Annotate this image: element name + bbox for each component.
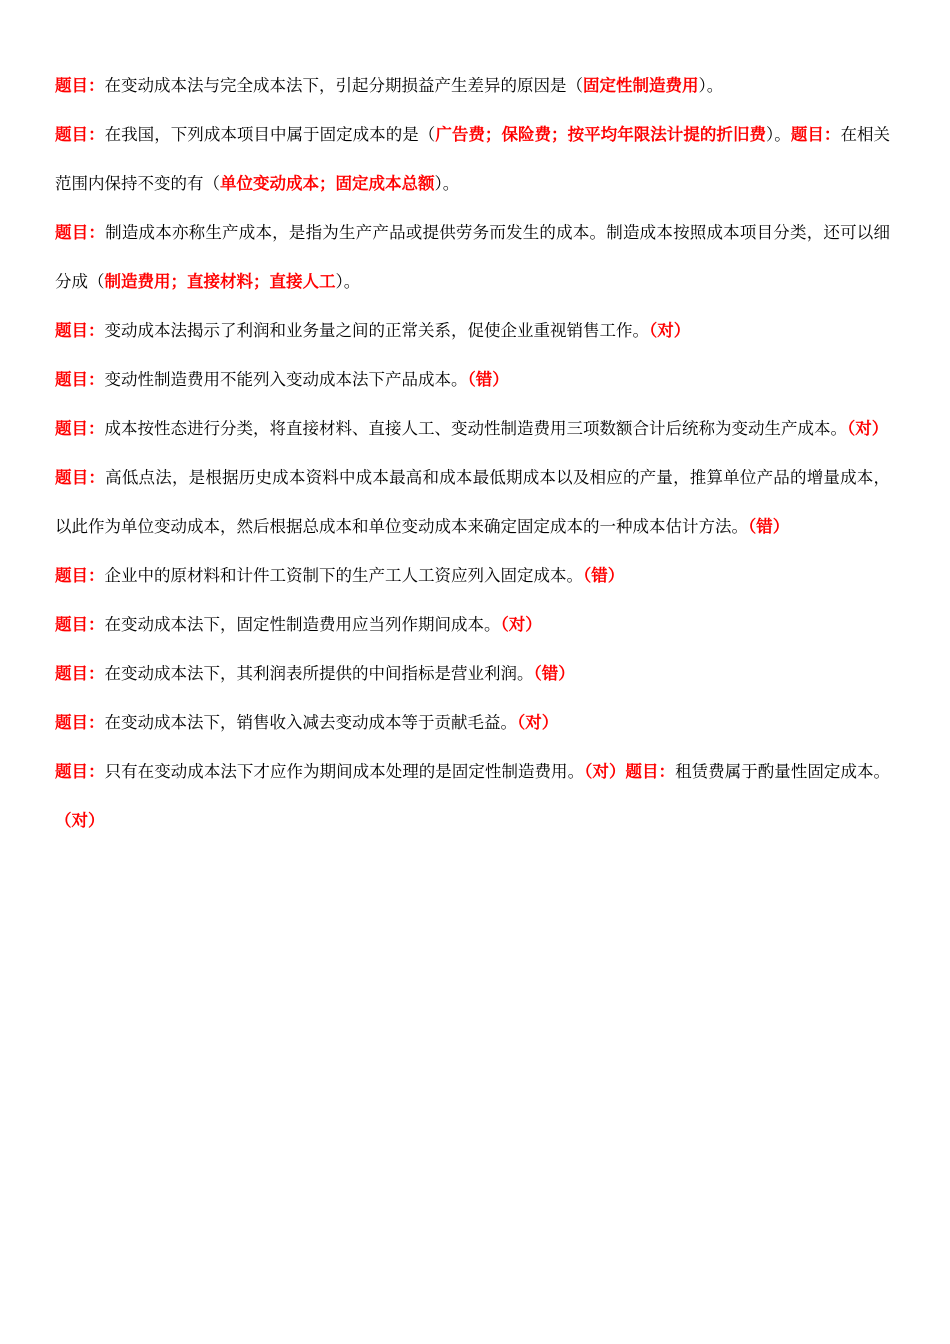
question-label: 题目： <box>790 125 841 144</box>
answer-text: 固定性制造费用 <box>583 76 699 95</box>
question-3 <box>55 208 890 306</box>
answer-text: （对） <box>847 419 889 438</box>
question-label: 题目： <box>55 468 106 487</box>
answer-text: （对） <box>517 713 559 732</box>
question-text: 租赁费属于酌量性固定成本。 <box>675 762 891 781</box>
answer-text: 单位变动成本；固定成本总额 <box>220 174 435 193</box>
question-2 <box>55 110 890 208</box>
question-8 <box>55 551 890 600</box>
document-page <box>55 61 890 845</box>
answer-text: （错） <box>583 566 625 585</box>
question-text: 变动性制造费用不能列入变动成本法下产品成本。 <box>104 370 468 389</box>
question-label: 题目： <box>55 370 105 389</box>
question-4 <box>55 306 890 355</box>
answer-text: （对） <box>55 811 105 830</box>
answer-text: 广告费；保险费；按平均年限法计提的折旧费 <box>435 125 767 144</box>
question-tail: ）。 <box>766 125 791 144</box>
answer-text: 制造费用；直接材料；直接人工 <box>104 272 336 291</box>
question-text: 企业中的原材料和计件工资制下的生产工人工资应列入固定成本。 <box>104 566 583 585</box>
answer-text: （错） <box>748 517 790 536</box>
question-label: 题目： <box>625 762 676 781</box>
answer-text: （对） <box>649 321 691 340</box>
question-label: 题目： <box>55 664 105 683</box>
question-tail: ）。 <box>698 76 724 95</box>
answer-text: （错） <box>533 664 575 683</box>
question-12 <box>55 747 890 845</box>
question-label: 题目： <box>55 615 105 634</box>
question-tail: ）。 <box>434 174 460 193</box>
question-7 <box>55 453 890 551</box>
question-text: 只有在变动成本法下才应作为期间成本处理的是固定性制造费用。 <box>104 762 585 781</box>
answer-text: （对） <box>500 615 542 634</box>
question-text: 变动成本法揭示了利润和业务量之间的正常关系，促使企业重视销售工作。 <box>104 321 649 340</box>
question-label: 题目： <box>55 762 105 781</box>
question-text: 高低点法，是根据历史成本资料中成本最高和成本最低期成本以及相应的产量，推算单位产品的增量成本，以此作为单位变动成本，然后根据总成本和单位变动成本来确定固定成本的一种成本估计方法。 <box>55 468 891 536</box>
question-label: 题目： <box>55 321 105 340</box>
question-text: 在我国，下列成本项目中属于固定成本的是（ <box>104 125 436 144</box>
question-10 <box>55 649 890 698</box>
question-9 <box>55 600 890 649</box>
question-text: 制造成本亦称生产成本，是指为生产产品或提供劳务而发生的成本。制造成本按照成本项目分类，还可以细分成（ <box>55 223 891 291</box>
question-label: 题目： <box>55 125 105 144</box>
question-5 <box>55 355 890 404</box>
question-label: 题目： <box>55 223 106 242</box>
question-label: 题目： <box>55 566 105 585</box>
question-label: 题目： <box>55 713 105 732</box>
question-text: 在变动成本法下，其利润表所提供的中间指标是营业利润。 <box>104 664 534 683</box>
question-6 <box>55 404 890 453</box>
question-1 <box>55 61 890 110</box>
answer-text: （错） <box>467 370 509 389</box>
question-text: 在变动成本法与完全成本法下，引起分期损益产生差异的原因是（ <box>104 76 583 95</box>
question-text: 在变动成本法下，销售收入减去变动成本等于贡献毛益。 <box>104 713 517 732</box>
question-text: 成本按性态进行分类，将直接材料、直接人工、变动性制造费用三项数额合计后统称为变动生产成本。 <box>104 419 847 438</box>
question-11 <box>55 698 890 747</box>
answer-text: （对） <box>584 762 626 781</box>
question-label: 题目： <box>55 76 105 95</box>
question-text: 在相关范围内保持不变的有（ <box>55 125 891 193</box>
question-text: 在变动成本法下，固定性制造费用应当列作期间成本。 <box>104 615 501 634</box>
question-label: 题目： <box>55 419 105 438</box>
question-tail: ）。 <box>335 272 361 291</box>
